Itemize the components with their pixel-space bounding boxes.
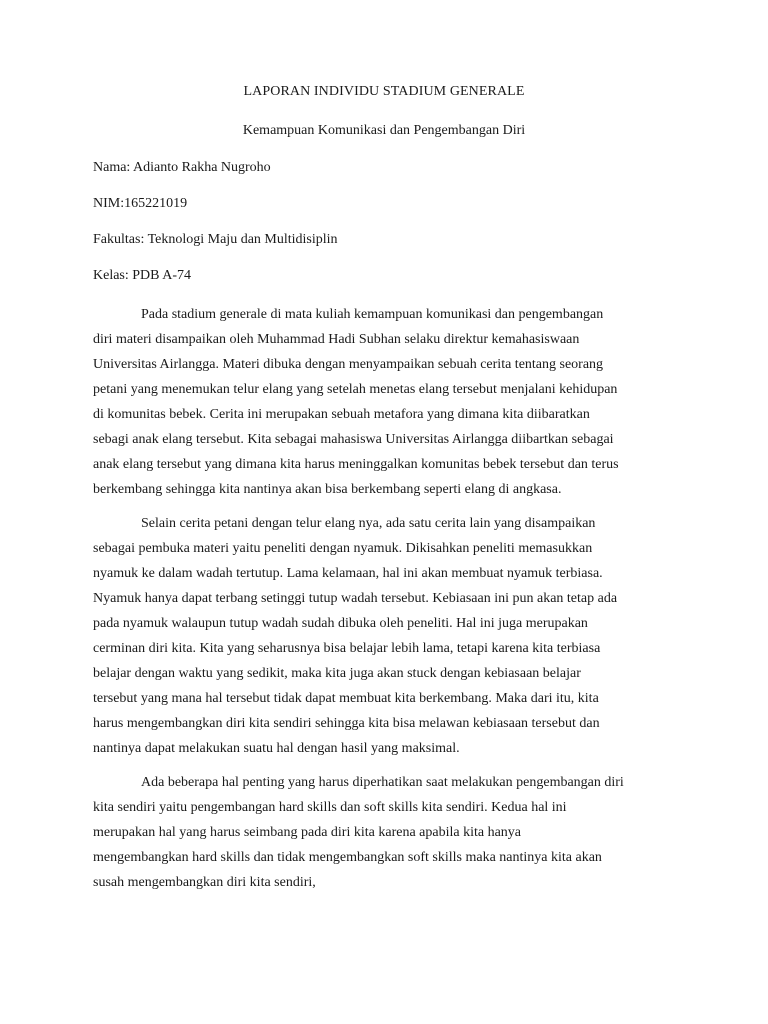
paragraph-line: susah mengembangkan diri kita sendiri, [93,875,316,890]
paragraph-line: Ada beberapa hal penting yang harus diperhatikan saat melakukan pengembangan diri [141,775,624,790]
paragraph-line: nantinya dapat melakukan suatu hal dengan hasil yang maksimal. [93,741,460,756]
paragraph-line: Nyamuk hanya dapat terbang setinggi tutup wadah tersebut. Kebiasaan ini pun akan tetap ada [93,591,618,606]
paragraph-2 [93,511,675,761]
paragraph-line: cerminan diri kita. Kita yang seharusnya bisa belajar lebih lama, tetapi karena kita terbiasa [93,641,601,656]
paragraph-3 [93,770,675,895]
paragraph-line: sebagi anak elang tersebut. Kita sebagai mahasiswa Universitas Airlangga diibartkan sebagai [93,432,614,447]
info-faculty: Fakultas: Teknologi Maju dan Multidisiplin [93,232,338,247]
paragraph-line: sebagai pembuka materi yaitu peneliti dengan nyamuk. Dikisahkan peneliti memasukkan [93,541,593,556]
paragraph-line: Pada stadium generale di mata kuliah kemampuan komunikasi dan pengembangan [141,307,604,322]
info-class: Kelas: PDB A-74 [93,268,191,283]
document-page [93,84,675,904]
body-paragraphs [93,302,675,895]
paragraph-line: tersebut yang mana hal tersebut tidak dapat membuat kita berkembang. Maka dari itu, kita [93,691,599,706]
paragraph-line: kita sendiri yaitu pengembangan hard skills dan soft skills kita sendiri. Kedua hal ini [93,800,567,815]
paragraph-line: Selain cerita petani dengan telur elang nya, ada satu cerita lain yang disampaikan [141,516,596,531]
info-nim: NIM:165221019 [93,196,188,211]
paragraph-1 [93,302,675,502]
paragraph-line: di komunitas bebek. Cerita ini merupakan sebuah metafora yang dimana kita diibaratkan [93,407,590,422]
paragraph-line: nyamuk ke dalam wadah tertutup. Lama kelamaan, hal ini akan membuat nyamuk terbiasa. [93,566,603,581]
paragraph-line: mengembangkan hard skills dan tidak mengembangkan soft skills maka nantinya kita akan [93,850,602,865]
document-subtitle: Kemampuan Komunikasi dan Pengembangan Diri [242,123,526,138]
info-name: Nama: Adianto Rakha Nugroho [93,160,271,175]
paragraph-line: merupakan hal yang harus seimbang pada diri kita karena apabila kita hanya [93,825,521,840]
paragraph-line: anak elang tersebut yang dimana kita harus meninggalkan komunitas bebek tersebut dan terus [93,457,619,472]
paragraph-line: harus mengembangkan diri kita sendiri sehingga kita bisa melawan kebiasaan tersebut dan [93,716,600,731]
paragraph-line: petani yang menemukan telur elang yang setelah menetas elang tersebut menjalani kehidupan [93,382,618,397]
paragraph-line: belajar dengan waktu yang sedikit, maka kita juga akan stuck dengan kebiasaan belajar [93,666,581,681]
paragraph-line: pada nyamuk walaupun tutup wadah sudah dibuka oleh peneliti. Hal ini juga merupakan [93,616,588,631]
paragraph-line: diri materi disampaikan oleh Muhammad Hadi Subhan selaku direktur kemahasiswaan [93,332,580,347]
document-title: LAPORAN INDIVIDU STADIUM GENERALE [243,84,525,99]
paragraph-line: Universitas Airlangga. Materi dibuka dengan menyampaikan sebuah cerita tentang seorang [93,357,604,372]
paragraph-line: berkembang sehingga kita nantinya akan bisa berkembang seperti elang di angkasa. [93,482,562,497]
